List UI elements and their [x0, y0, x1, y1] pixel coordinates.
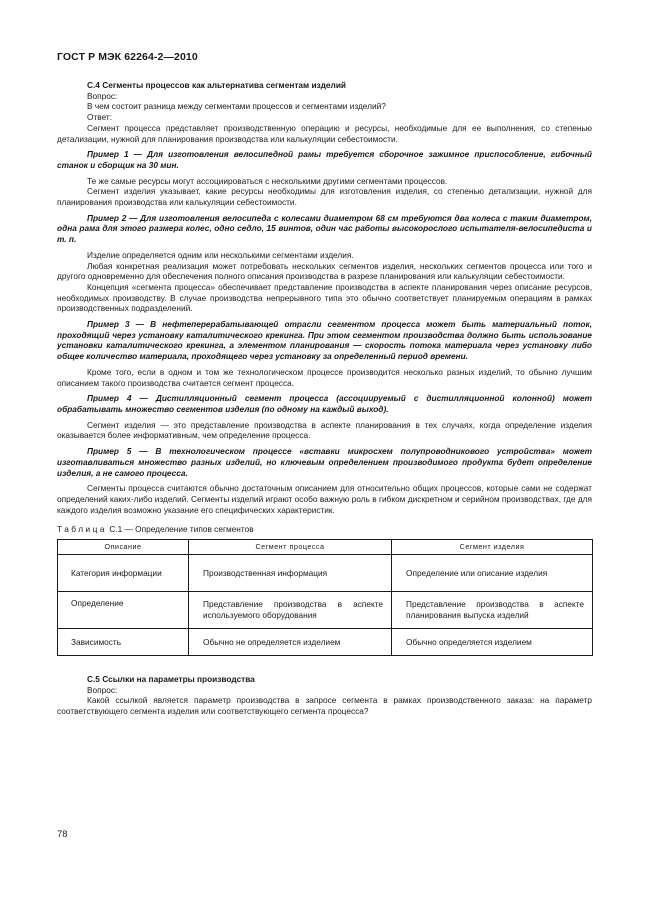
segment-types-table [57, 539, 593, 656]
table-row [58, 555, 593, 592]
table-cell: Обычно определяется изделием [392, 629, 593, 656]
paragraph: Концепция «сегмента процесса» обеспечивает представление производства в аспекте планирования через описание ресурсов, необходимых производству. В случае производства непрерывного типа это обычно соответствует планируемым операциям в рамках производственных подразделений. [57, 281, 592, 314]
page-body [57, 80, 592, 717]
paragraph: Сегмент процесса представляет производственную операцию и ресурсы, необходимые для ее выполнения, со степенью детализации, нужной для планирования производства или калькуляции себестоимости. [57, 122, 592, 144]
example-3: Пример 3 — В нефтеперерабатывающей отрасли сегментом процесса может быть материальный поток, проходящий через установку каталитического крекинга. При этом сегментом производства должно быть использование установки каталитического крекинга, а элементом планирования — скорость потока материала через установку либо общее количество материала, проходящего через установку за определенный период времени. [57, 319, 592, 362]
answer-label: Ответ: [87, 112, 113, 123]
table-cell: Представление производства в аспекте используемого оборудования [189, 592, 392, 629]
table-caption [57, 524, 592, 535]
standard-header: ГОСТ Р МЭК 62264-2—2010 [57, 51, 198, 63]
example-2: Пример 2 — Для изготовления велосипеда с колесами диаметром 68 см требуются два колеса с таким диаметром, одна рама для этого размера колес, одно седло, 15 винтов, один час работы высокорослого испытателя-велосипедиста и т. п. [57, 212, 592, 245]
section-heading-c4: С.4 Сегменты процессов как альтернатива сегментам изделий [87, 80, 347, 90]
table-cell: Определение или описание изделия [392, 555, 593, 592]
table-row [58, 592, 593, 629]
table-caption-title: С.1 — Определение типов сегментов [109, 524, 254, 535]
table-cell: Категория информации [58, 555, 189, 592]
paragraph: Сегменты процесса считаются обычно достаточным описанием для относительно общих процессов, которые сами не содержат определений каких-либо изделий. Сегменты изделий играют особо важную роль в гибком дискретном и серийном производствах, где для каждого изделия возможно указание его специфических характеристик. [57, 483, 592, 515]
paragraph: Изделие определяется одним или несколькими сегментами изделия. [87, 249, 354, 260]
paragraph: Сегмент изделия — это представление производства в аспекте планирования в тех случаях, когда определение изделия оказывается более информативным, чем определение процесса. [57, 419, 592, 441]
section-heading-c5: С.5 Ссылки на параметры производства [87, 674, 255, 685]
paragraph: Сегмент изделия указывает, какие ресурсы необходимы для изготовления изделия, со степенью детализации, нужной для планирования производства или калькуляции себестоимости. [57, 186, 592, 208]
question-label: Вопрос: [87, 90, 118, 101]
table-cell: Производственная информация [189, 555, 392, 592]
question-text: В чем состоит разница между сегментами процессов и сегментами изделий? [87, 101, 386, 112]
question-label: Вопрос: [87, 684, 118, 695]
example-4: Пример 4 — Дистилляционный сегмент процесса (ассоциируемый с дистилляционной колонной) может обрабатывать множество сегментов изделия (по одному на каждый выход). [57, 393, 592, 414]
table-cell: Зависимость [58, 629, 189, 656]
table-cell: Обычно не определяется изделием [189, 629, 392, 656]
table-caption-label: Таблица [57, 524, 108, 535]
table-row [58, 629, 593, 656]
table-header-row [58, 540, 593, 555]
table-cell: Представление производства в аспекте планирования выпуска изделий [392, 592, 593, 629]
column-header: Сегмент изделия [392, 540, 593, 555]
example-5: Пример 5 — В технологическом процессе «вставки микросхем полупроводникового устройства» может изготавливаться множество разных изделий, но ключевым определением производимого продукта будет определение изделия, а не самого процесса. [57, 446, 592, 478]
column-header: Описание [58, 540, 189, 555]
example-1: Пример 1 — Для изготовления велосипедной рамы требуется сборочное зажимное приспособление, гибочный станок и сборщик на 30 мин. [57, 149, 592, 170]
table-cell: Определение [58, 592, 189, 629]
page-number: 78 [57, 829, 68, 840]
paragraph: Кроме того, если в одном и том же технологическом процессе производится несколько разных изделий, то обычно лучшим описанием такого производства считается сегмент процесса. [57, 366, 592, 388]
paragraph: Те же самые ресурсы могут ассоциироваться с несколькими другими сегментами процессов. [87, 175, 448, 186]
paragraph: Любая конкретная реализация может потребовать нескольких сегментов изделия, нескольких сегментов процесса или того и другого одновременно для обеспечения полного описания производства в разрезе планирования или калькуляции себестоимости. [57, 260, 592, 282]
column-header: Сегмент процесса [189, 540, 392, 555]
question-text: Какой ссылкой является параметр производства в запросе сегмента в рамках производственного заказа: на параметр соответствующего сегмента изделия или соответствующего сегмента процесса? [57, 695, 592, 717]
